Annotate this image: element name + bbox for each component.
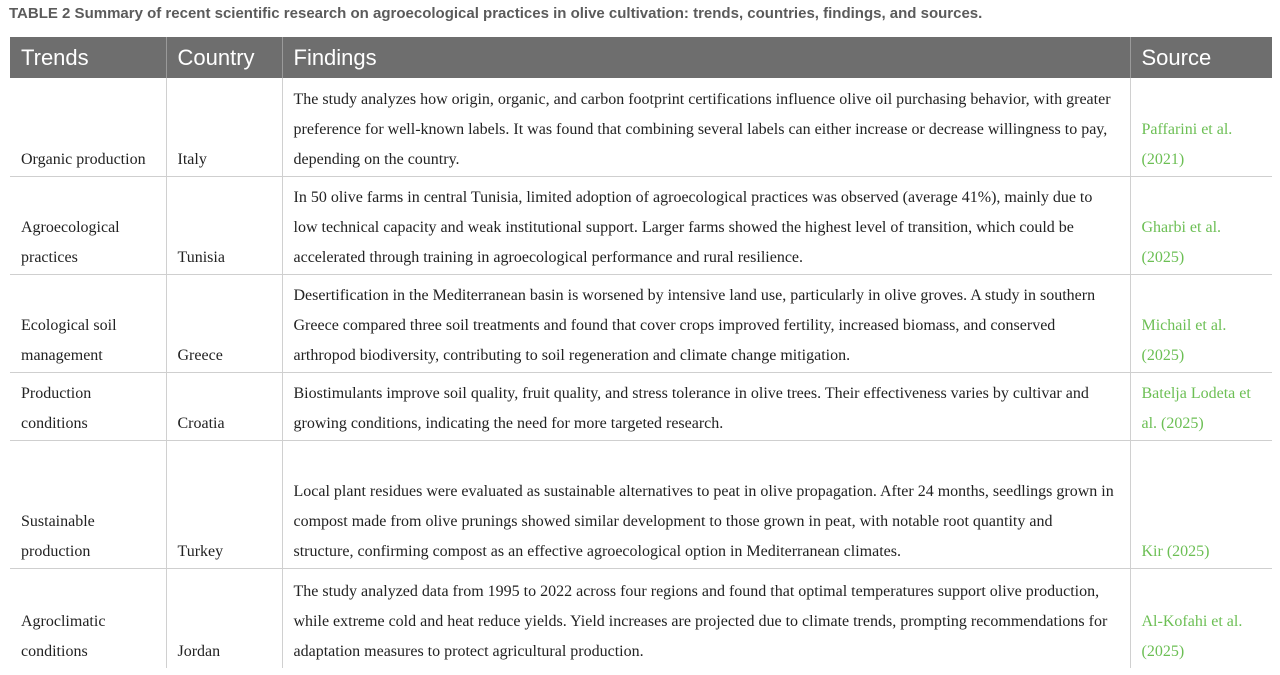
country-cell: Jordan xyxy=(166,568,282,668)
trend-cell: Ecological soil management xyxy=(10,274,166,372)
findings-cell: Biostimulants improve soil quality, fruit quality, and stress tolerance in olive trees. Their effectiveness varies by cultivar and growing conditions, indicating the need for more targeted research. xyxy=(282,372,1130,440)
table-row xyxy=(10,372,1272,440)
table-row xyxy=(10,440,1272,568)
column-header-findings: Findings xyxy=(282,37,1130,78)
trend-cell: Sustainable production xyxy=(10,440,166,568)
findings-cell: The study analyzed data from 1995 to 2022 across four regions and found that optimal temperatures support olive production, while extreme cold and heat reduce yields. Yield increases are projected due to climate trends, prompting recommendations for adaptation measures to protect agricultural production. xyxy=(282,568,1130,668)
source-link[interactable]: Kir (2025) xyxy=(1130,440,1272,568)
source-link[interactable]: Paffarini et al. (2021) xyxy=(1130,78,1272,176)
table-header-row xyxy=(10,37,1272,78)
country-cell: Croatia xyxy=(166,372,282,440)
country-cell: Tunisia xyxy=(166,176,282,274)
table-row xyxy=(10,568,1272,668)
findings-cell: The study analyzes how origin, organic, and carbon footprint certifications influence olive oil purchasing behavior, with greater preference for well-known labels. It was found that combining several labels can either increase or decrease willingness to pay, depending on the country. xyxy=(282,78,1130,176)
country-cell: Greece xyxy=(166,274,282,372)
column-header-source: Source xyxy=(1130,37,1272,78)
column-header-trends: Trends xyxy=(10,37,166,78)
findings-cell: In 50 olive farms in central Tunisia, limited adoption of agroecological practices was observed (average 41%), mainly due to low technical capacity and weak institutional support. Larger farms showed the highest level of transition, which could be accelerated through training in agroecological performance and rural resilience. xyxy=(282,176,1130,274)
findings-cell: Desertification in the Mediterranean basin is worsened by intensive land use, particularly in olive groves. A study in southern Greece compared three soil treatments and found that cover crops improved fertility, increased biomass, and conserved arthropod biodiversity, contributing to soil regeneration and climate change mitigation. xyxy=(282,274,1130,372)
source-link[interactable]: Batelja Lodeta et al. (2025) xyxy=(1130,372,1272,440)
source-link[interactable]: Al-Kofahi et al. (2025) xyxy=(1130,568,1272,668)
table-row xyxy=(10,176,1272,274)
table-caption: TABLE 2 Summary of recent scientific research on agroecological practices in olive cultivation: trends, countries, findings, and sources. xyxy=(9,5,983,22)
findings-cell: Local plant residues were evaluated as sustainable alternatives to peat in olive propagation. After 24 months, seedlings grown in compost made from olive prunings showed similar development to those grown in peat, with notable root quantity and structure, confirming compost as an effective agroecological option in Mediterranean climates. xyxy=(282,440,1130,568)
research-summary-table xyxy=(10,37,1272,668)
source-link[interactable]: Michail et al. (2025) xyxy=(1130,274,1272,372)
source-link[interactable]: Gharbi et al. (2025) xyxy=(1130,176,1272,274)
country-cell: Turkey xyxy=(166,440,282,568)
trend-cell: Organic production xyxy=(10,78,166,176)
trend-cell: Agroclimatic conditions xyxy=(21,613,106,660)
table-row xyxy=(10,274,1272,372)
trend-cell: Agroecological practices xyxy=(10,176,166,274)
country-cell: Italy xyxy=(166,78,282,176)
column-header-country: Country xyxy=(166,37,282,78)
trend-cell: Production conditions xyxy=(10,372,166,440)
table-row xyxy=(10,78,1272,176)
